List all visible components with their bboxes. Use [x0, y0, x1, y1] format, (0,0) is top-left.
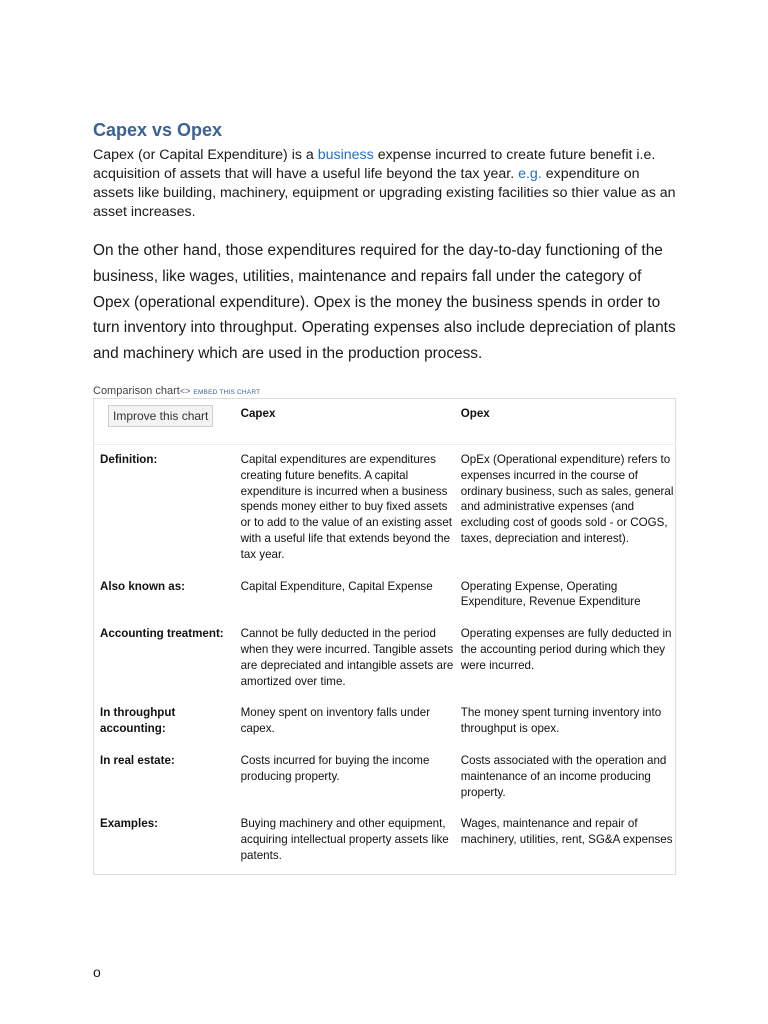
opex-cell: Operating expenses are fully deducted in the accounting period during which they were incurred.: [460, 627, 672, 672]
comparison-table: [93, 398, 676, 875]
improve-chart-button[interactable]: Improve this chart: [108, 405, 213, 427]
chart-caption-label: Comparison chart: [93, 385, 180, 397]
header-opex: Opex: [460, 407, 490, 420]
footer-char: o: [93, 964, 101, 980]
spacer: [94, 800, 676, 816]
business-link[interactable]: business: [317, 147, 374, 163]
opex-cell: Operating Expense, Operating Expenditure, Revenue Expenditure: [460, 579, 641, 609]
opex-cell: The money spent turning inventory into throughput is opex.: [460, 706, 662, 736]
capex-cell: Buying machinery and other equipment, acquiring intellectual property assets like patents.: [240, 817, 449, 862]
row-label: Definition:: [100, 453, 158, 466]
table-row: [94, 452, 676, 563]
article: [93, 119, 677, 367]
intro-paragraph: [93, 146, 677, 222]
spacer: [94, 445, 241, 453]
spacer: [94, 737, 676, 753]
row-label: Examples:: [100, 817, 158, 831]
opex-paragraph: On the other hand, those expenditures required for the day-to-day functioning of the business, like wages, utilities, maintenance and repairs fall under the category of Opex (operational expenditure). Opex is the money the business spends in order to turn inventory into throughput. Operating expenses also include depreciation of plants and machinery which are used in the production process.: [93, 242, 676, 363]
chart-caption: [93, 385, 260, 397]
opex-cell: Costs associated with the operation and maintenance of an income producing property.: [460, 753, 667, 799]
capex-cell: Capital Expenditure, Capital Expense: [240, 579, 433, 593]
row-spacer: [94, 864, 676, 875]
opex-cell: Wages, maintenance and repair of machinery, utilities, rent, SG&A expenses: [460, 817, 673, 847]
row-spacer: [94, 610, 676, 626]
spacer: [241, 445, 461, 453]
intro-text-1: Capex (or Capital Expenditure) is a: [93, 147, 318, 163]
row-spacer: [94, 737, 676, 753]
spacer: [94, 864, 676, 875]
table-row: [94, 579, 676, 611]
embed-chart-link[interactable]: EMBED THIS CHART: [193, 389, 261, 396]
table-header-row: [94, 399, 676, 445]
row-label: Accounting treatment:: [100, 627, 224, 641]
capex-cell: Cannot be fully deducted in the period when they were incurred. Tangible assets are depreciated and intangible assets are amortized over time.: [240, 627, 454, 688]
spacer: [94, 563, 676, 579]
header-capex: Capex: [240, 407, 276, 420]
intro-text-2: expense incurred to create future benefit i.e. acquisition of assets that will have a useful life beyond the tax year.: [93, 147, 656, 182]
table-row: [94, 816, 676, 863]
opex-cell: OpEx (Operational expenditure) refers to expenses incurred in the course of ordinary business, such as sales, general and administrative expenses (and excluding cost of goods sold - or COGS, taxes, depreciation and interest).: [460, 453, 674, 545]
table-row: [94, 626, 676, 689]
spacer: [461, 445, 676, 453]
table-row: [94, 753, 676, 800]
row-spacer: [94, 800, 676, 816]
table-row: [94, 705, 676, 737]
row-spacer: [94, 563, 676, 579]
row-label: In throughput accounting:: [100, 706, 176, 736]
header-cell-empty: [94, 399, 241, 445]
page-title: Capex vs Opex: [93, 120, 223, 140]
row-spacer: [94, 689, 676, 705]
intro-text-3: expenditure on assets like building, machinery, equipment or upgrading existing facilities so thier value as an asset increases.: [93, 166, 676, 220]
spacer: [94, 689, 676, 705]
capex-cell: Costs incurred for buying the income producing property.: [240, 753, 430, 783]
row-label: In real estate:: [100, 753, 175, 767]
spacer: [94, 610, 676, 626]
eg-link[interactable]: e.g.: [518, 166, 542, 182]
row-spacer: [94, 445, 676, 453]
row-label: Also known as:: [100, 579, 186, 593]
capex-cell: Money spent on inventory falls under capex.: [240, 706, 431, 736]
code-icon[interactable]: <>: [179, 386, 191, 396]
capex-cell: Capital expenditures are expenditures creating future benefits. A capital expenditure is incurred when a business spends money either to buy fixed assets or to add to the value of an existing asset with a useful life that extends beyond the tax year.: [240, 453, 452, 561]
